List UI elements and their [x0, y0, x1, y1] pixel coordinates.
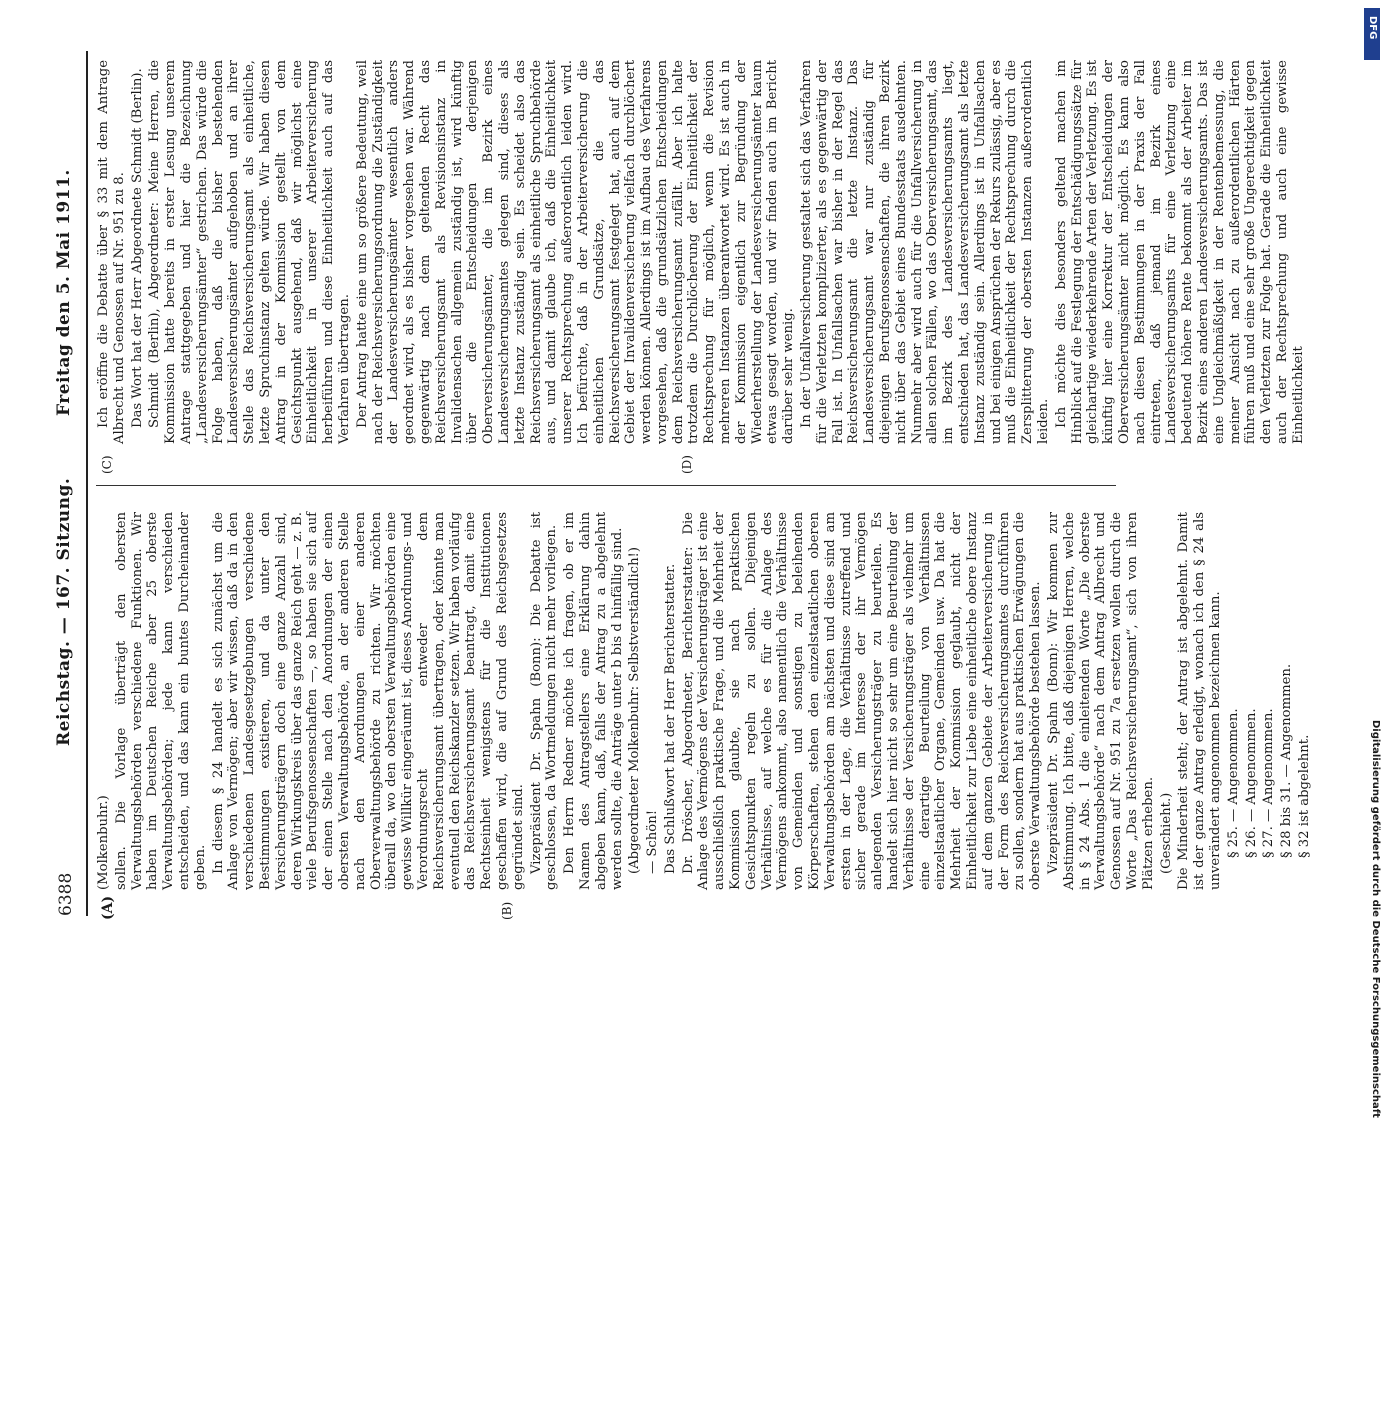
paragraph: sollen. Die Vorlage überträgt den obersten Verwaltungsbehörden verschiedene Funktionen. Wir haben im Deutschen Reiche aber 25 oberste Verwaltungsbehörden; jede kann verschieden entscheiden, und das kann ein buntes Durcheinander geben.	[113, 512, 208, 890]
paragraph: Das Wort hat der Herr Abgeordnete Schmidt (Berlin).	[129, 68, 145, 428]
list-item: § 27. — Angenommen.	[1261, 708, 1277, 858]
paragraph: Schmidt (Berlin), Abgeordneter: Meine Herren, die Kommission hatte bereits in erster Lesung unserem Antrage stattgegeben und hier die Bezeichnung „Landesversicherungsämter“ gestrichen. Das würde die Folge haben, daß die bisher bestehenden Landesversicherungsämter aufgehoben und an ihrer Stelle das Reichsversicherungsamt als einheitliche, letzte Spruchinstanz gelten würde. Wir haben diesen Antrag in der Kommission gestellt von dem Gesichtspunkt ausgehend, daß wir möglichst eine Einheitlichkeit in unserer Arbeiterversicherung herbeiführen und diese Einheitlichkeit auch auf das Verfahren übertragen.	[147, 60, 352, 444]
paragraph: — Schön!	[645, 809, 661, 874]
paragraph: (Abgeordneter Molkenbuhr: Selbstverständlich!)	[627, 546, 643, 874]
paragraph: Der Antrag hatte eine um so größere Bedeutung, weil nach der Reichsversicherungsordnung die Zuständigkeit der Landesversicherungsämter wesentlich anders geordnet wird, als es bisher vorgesehen war. Während gegenwärtig nach dem geltenden Recht das Reichsversicherungsamt als Revisionsinstanz in Invalidensachen allgemein zuständig ist, wird künftig über die Entscheidungen derjenigen Oberversicherungsämter, die im Bezirk eines Landesversicherungsamtes gelegen sind, dieses als letzte Instanz zuständig sein. Es scheidet also das Reichsversicherungsamt als einheitliche Spruchbehörde aus, und damit glaube ich, daß die Einheitlichkeit unserer Rechtsprechung außerordentlich leiden wird. Ich befürchte, daß in der Arbeiterversicherung die einheitlichen Grundsätze, die das Reichsversicherungsamt festgelegt hat, auch auf dem Gebiet der Invalidenversicherung vielfach durchlöchert werden können. Allerdings ist im Aufbau des Verfahrens vorgesehen, daß die grundsätzlichen Entscheidungen dem Reichsversicherungsamt zufällt. Aber ich halte trotzdem die Durchlöcherung der Einheitlichkeit der Rechtsprechung für möglich, wenn die Revision mehreren Instanzen überantwortet wird. Es ist auch in der Kommission eigentlich zur Begründung der Wiederherstellung der Landesversicherungsämter kaum etwas gesagt worden, und wir finden auch im Bericht darüber sehr wenig.	[354, 60, 797, 444]
header-left-title: Reichstag. — 167. Sitzung.	[54, 477, 74, 746]
margin-mark-c: (C)	[100, 455, 114, 474]
paragraph: (Geschieht.)	[1158, 792, 1174, 874]
speaker-continued: (Molkenbuhr.)	[96, 795, 111, 890]
digitization-credit	[1361, 0, 1383, 1118]
margin-mark-a: (A)	[100, 895, 116, 920]
paragraph: Die Minderheit steht; der Antrag ist abgelehnt. Damit ist der ganze Antrag erledigt, wonach ich den § 24 als unverändert angenommen bezeichnen kann.	[1176, 512, 1223, 890]
list-item: § 28 bis 31. — Angenommen.	[1279, 663, 1295, 858]
digitization-credit-text: Digitalisierung gefördert durch die Deutsche Forschungsgemeinschaft	[1370, 720, 1381, 1118]
paragraph: Ich möchte dies besonders geltend machen im Hinblick auf die Festlegung der Entschädigungssätze für gleichartige wiederkehrende Arten der Verletzung. Es ist künftig hier eine Korrektur der Entscheidungen der Oberversicherungsämter nicht möglich. Es kann also nach diesen Bestimmungen in der Praxis der Fall eintreten, daß jemand im Bezirk eines Landesversicherungsamts für eine Verletzung eine bedeutend höhere Rente bekommt als der Arbeiter im Bezirk eines anderen Landesversicherungsamts. Das ist eine Ungleichmäßigkeit in der Rentenbemessung, die meiner Ansicht nach zu außerordentlichen Härten führen muß und eine sehr große Ungerechtigkeit gegen den Verletzten zur Folge hat. Gerade die Einheitlichkeit auch der Rechtsprechung und auch eine gewisse Einheitlichkeit	[1053, 60, 1306, 444]
margin-mark-b: (B)	[500, 901, 514, 920]
column-divider	[96, 485, 1116, 486]
list-item: § 25. — Angenommen.	[1225, 708, 1241, 858]
paragraph: Vizepräsident Dr. Spahn (Bonn): Die Debatte ist geschlossen, da Wortmeldungen nicht mehr vorliegen.	[528, 512, 560, 890]
list-item: § 32 ist abgelehnt.	[1296, 734, 1312, 858]
paragraph: Dr. Dröscher, Abgeordneter, Berichterstatter: Die Anlage des Vermögens der Versicherungsträger ist eine ausschließlich praktische Frage, und die Mehrheit der Kommission glaubte, sie nach praktischen Gesichtspunkten regeln zu sollen. Diejenigen Verhältnisse, auf welche es für die Anlage des Vermögens ankommt, also namentlich die Verhältnisse von Gemeinden und sonstigen zu beleihenden Körperschaften, stehen den einzelstaatlichen oberen Verwaltungsbehörden am nächsten und diese sind am ersten in der Lage, die Verhältnisse zutreffend und sicher gerade im Interesse der ihr Vermögen anlegenden Versicherungsträger zu beurteilen. Es handelt sich hier nicht so sehr um eine Beurteilung der Verhältnisse der Versicherungsträger als vielmehr um eine derartige Beurteilung von Verhältnissen einzelstaatlicher Organe, Gemeinden usw. Da hat die Mehrheit der Kommission geglaubt, nicht der Einheitlichkeit zur Liebe eine einheitliche obere Instanz auf dem ganzen Gebiete der Arbeiterversicherung in der Form des Reichsversicherungsamtes durchführen zu sollen, sondern hat aus praktischen Erwägungen die oberste Verwaltungsbehörde bestehen lassen.	[680, 512, 1044, 890]
paragraph: Ich eröffne die Debatte über § 33 mit dem Antrage Albrecht und Genossen auf Nr. 951 zu 8.	[96, 60, 127, 444]
paragraph: Das Schlußwort hat der Herr Berichterstatter.	[662, 563, 678, 874]
paragraph: In diesem § 24 handelt es sich zunächst um die Anlage von Vermögen; aber wir wissen, daß da in den verschiedenen Landesgesetzgebungen verschiedene Bestimmungen existieren, und da unter den Versicherungsträgern doch eine ganze Anzahl sind, deren Wirkungskreis über das ganze Reich geht — z. B. viele Berufsgenossenschaften —, so haben sie sich auf der einen Stelle nach den Anordnungen der einen obersten Verwaltungsbehörde, an der anderen Stelle nach den Anordnungen einer anderen Oberverwaltungsbehörde zu richten. Wir möchten überall da, wo den obersten Verwaltungsbehörden eine gewisse Willkür eingeräumt ist, dieses Anordnungs- und Verordnungsrecht entweder dem Reichsversicherungsamt übertragen, oder könnte man eventuell den Reichskanzler setzen. Wir haben vorläufig das Reichsversicherungsamt beantragt, damit eine Rechtseinheit wenigstens für die Institutionen geschaffen wird, die auf Grund des Reichsgesetzes gegründet sind.	[210, 512, 526, 890]
paragraph: Vizepräsident Dr. Spahn (Bonn): Wir kommen zur Abstimmung. Ich bitte, daß diejenigen Herren, welche in § 24 Abs. 1 die einleitenden Worte „Die oberste Verwaltungsbehörde“ nach dem Antrag Albrecht und Genossen auf Nr. 951 zu 7a ersetzen wollen durch die Worte „Das Reichsversicherungsamt“, sich von ihren Plätzen erheben.	[1046, 512, 1156, 890]
dfg-logo-text: DFG	[1367, 16, 1378, 40]
paragraph: In der Unfallversicherung gestaltet sich das Verfahren für die Verletzten komplizierter, als es gegenwärtig der Fall ist. In Unfallsachen war bisher in der Regel das Reichsversicherungsamt die letzte Instanz. Das Landesversicherungsamt war nur zuständig für diejenigen Berufsgenossenschaften, die ihren Bezirk nicht über das Gebiet eines Bundesstaats ausdehnten. Nunmehr aber wird auch für die Unfallversicherung in allen solchen Fällen, wo das Oberversicherungsamt, das im Bezirk des Landesversicherungsamts liegt, entschieden hat, das Landesversicherungsamt als letzte Instanz zuständig sein. Allerdings ist in Unfallsachen und bei einigen Ansprüchen der Rekurs zulässig, aber es muß die Einheitlichkeit der Rechtsprechung durch die Zersplitterung der obersten Instanzen außerordentlich leiden.	[799, 60, 1052, 444]
page-number: 6388	[56, 872, 76, 916]
right-column	[96, 60, 1306, 444]
page-header	[52, 56, 80, 916]
header-right-title: Freitag den 5. Mai 1911.	[54, 169, 74, 416]
header-rule	[86, 51, 88, 916]
paragraph: Den Herrn Redner möchte ich fragen, ob er im Namen des Antragstellers eine Erklärung dahin abgeben kann, daß, falls der Antrag zu a abgelehnt werden sollte, die Anträge unter b bis d hinfällig sind.	[562, 512, 625, 890]
left-column	[96, 512, 1312, 890]
list-item: § 26. — Angenommen.	[1243, 708, 1259, 858]
margin-mark-d: (D)	[680, 455, 694, 474]
